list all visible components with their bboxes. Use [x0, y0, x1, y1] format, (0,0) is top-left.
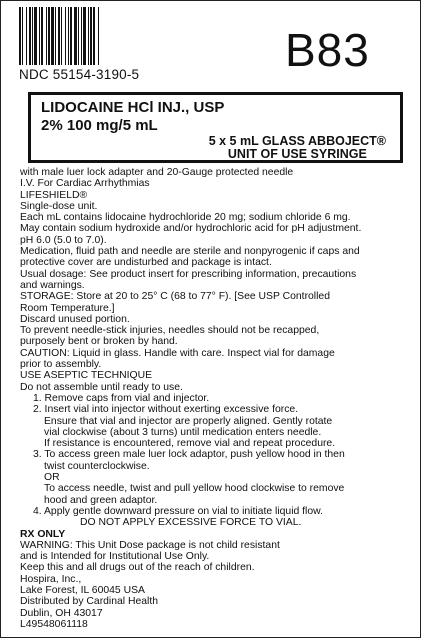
- body-line: LIFESHIELD®: [20, 189, 88, 201]
- body-line: WARNING: This Unit Dose package is not child resistant: [20, 539, 280, 551]
- step-line: 1. Remove caps from vial and injector.: [33, 392, 210, 404]
- drug-concentration: 2% 100 mg/5 mL: [41, 117, 158, 134]
- body-line: STORAGE: Store at 20 to 25° C (68 to 77° F). [See USP Controlled: [20, 291, 330, 303]
- body-line: pH 6.0 (5.0 to 7.0).: [20, 234, 107, 246]
- distributor-line: Dublin, OH 43017: [20, 607, 103, 619]
- body-line: protective cover are undisturbed and package is intact.: [20, 257, 272, 269]
- body-line: and warnings.: [20, 279, 85, 291]
- step-line: twist counterclockwise.: [44, 460, 150, 472]
- body-line: purposely bent or broken by hand.: [20, 336, 178, 348]
- step-line: OR: [44, 472, 60, 484]
- body-line: Medication, fluid path and needle are sterile and nonpyrogenic if caps and: [20, 246, 360, 258]
- step-line: 2. Insert vial into injector without exerting excessive force.: [33, 404, 299, 416]
- body-line: I.V. For Cardiac Arrhythmias: [20, 178, 150, 190]
- step-line: hood and green adaptor.: [44, 494, 158, 506]
- package-line-1: 5 x 5 mL GLASS ABBOJECT®: [208, 134, 386, 148]
- body-line: Room Temperature.]: [20, 302, 115, 314]
- package-line-2: UNIT OF USE SYRINGE: [227, 147, 367, 161]
- drug-name: LIDOCAINE HCl INJ., USP: [41, 99, 225, 116]
- body-line: CAUTION: Liquid in glass. Handle with care. Inspect vial for damage: [20, 347, 335, 359]
- ndc-number: NDC 55154-3190-5: [19, 67, 140, 82]
- package-description: [209, 135, 386, 161]
- drug-name-box: [28, 92, 403, 163]
- label-body-text: [20, 167, 416, 630]
- manufacturer-line: Hospira, Inc.,: [20, 573, 82, 585]
- body-line: and is Intended for Institutional Use Only.: [20, 551, 210, 563]
- step-line: DO NOT APPLY EXCESSIVE FORCE TO VIAL.: [80, 517, 302, 529]
- step-line: 3. To access green male luer lock adaptor, push yellow hood in then: [33, 449, 345, 461]
- manufacturer-line: Lake Forest, IL 60045 USA: [20, 584, 145, 596]
- lot-code: L49548061118: [20, 618, 88, 630]
- barcode: [19, 7, 169, 65]
- distributor-line: Distributed by Cardinal Health: [20, 596, 159, 608]
- body-line: Do not assemble until ready to use.: [20, 381, 183, 393]
- body-line: Keep this and all drugs out of the reach of children.: [20, 562, 255, 574]
- body-line: with male luer lock adapter and 20-Gauge protected needle: [20, 167, 294, 178]
- rx-only: RX ONLY: [20, 528, 66, 540]
- step-line: 4. Apply gentle downward pressure on vial to initiate liquid flow.: [33, 505, 323, 517]
- step-line: Ensure that vial and injector are properly aligned. Gently rotate: [44, 415, 333, 427]
- body-line: prior to assembly.: [20, 359, 102, 371]
- body-line: May contain sodium hydroxide and/or hydrochloric acid for pH adjustment.: [20, 223, 362, 235]
- body-line: Single-dose unit.: [20, 200, 98, 212]
- body-line: Each mL contains lidocaine hydrochloride 20 mg; sodium chloride 6 mg.: [20, 212, 351, 224]
- body-line: USE ASEPTIC TECHNIQUE: [20, 370, 153, 382]
- product-code: B83: [285, 24, 370, 76]
- step-line: If resistance is encountered, remove vial and repeat procedure.: [44, 438, 336, 450]
- body-line: Usual dosage: See product insert for prescribing information, precautions: [20, 268, 357, 280]
- step-line: vial clockwise (about 3 turns) until medication enters needle.: [44, 426, 322, 438]
- step-line: To access needle, twist and pull yellow hood clockwise to remove: [44, 483, 345, 495]
- body-line: To prevent needle-stick injuries, needles should not be recapped,: [20, 325, 320, 337]
- body-line: Discard unused portion.: [20, 313, 130, 325]
